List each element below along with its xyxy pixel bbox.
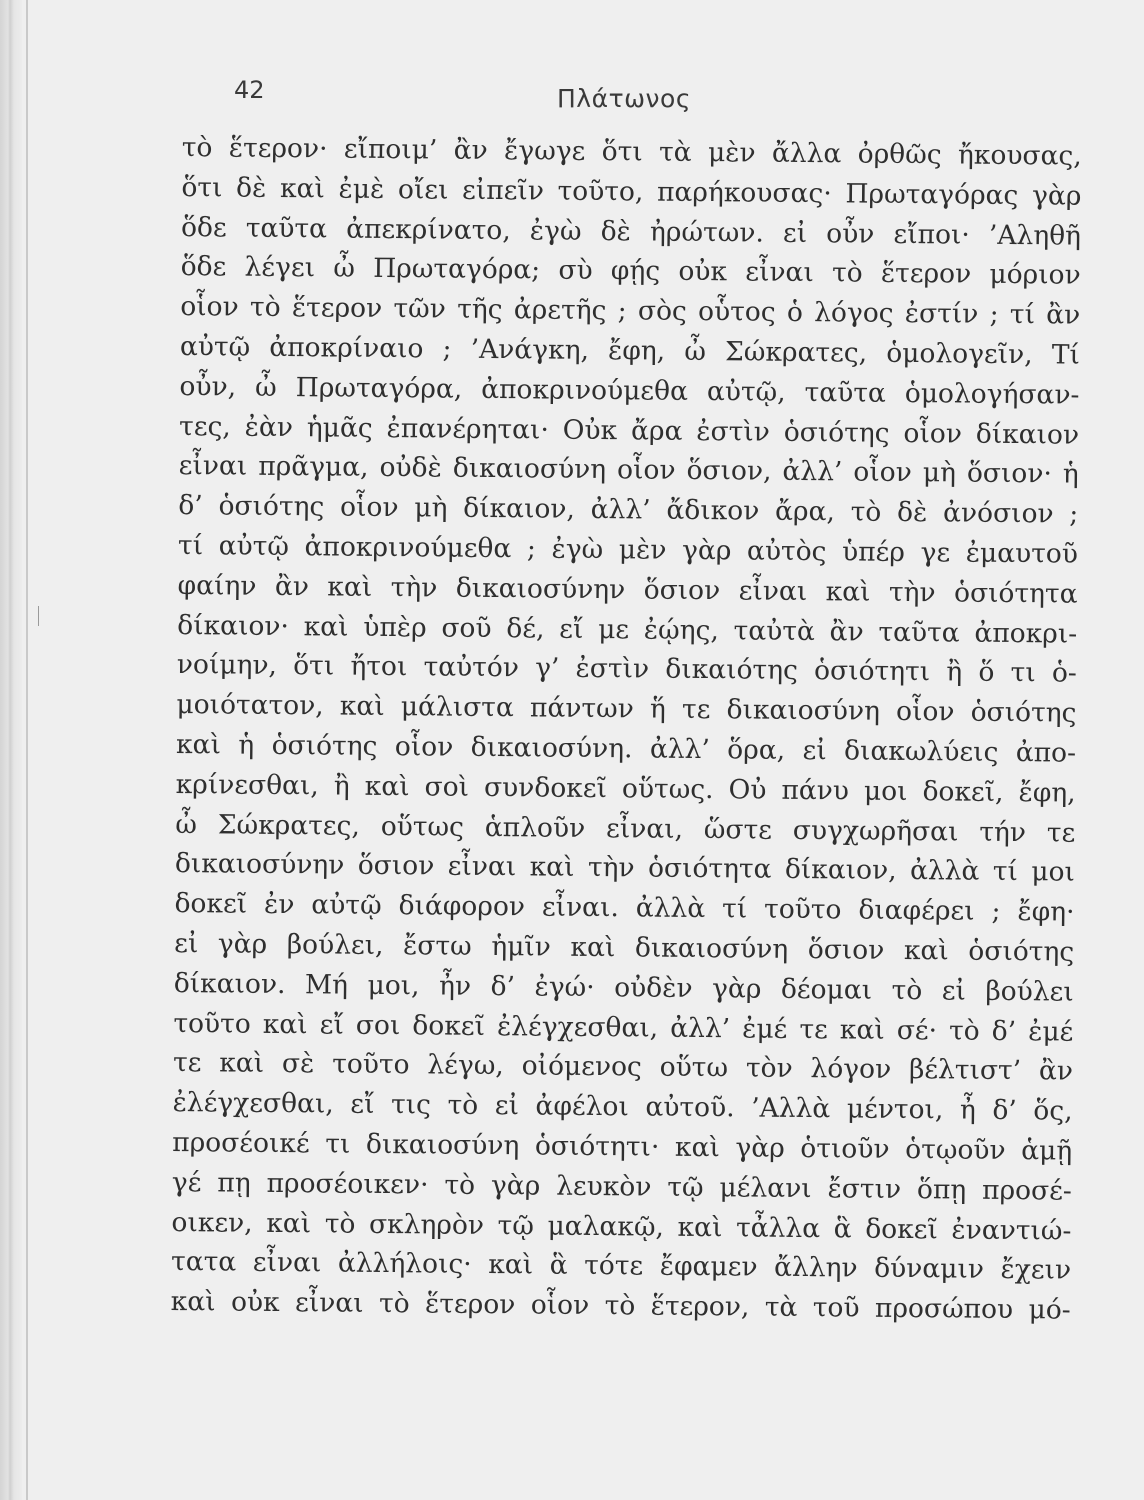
text-line: προσέοικέ τι δικαιοσύνη ὁσιότητι· καὶ γὰρ ὁτιοῦν ὁτῳοῦν ἁμῇ [172,1126,1073,1167]
text-line: τατα εἶναι ἀλλήλοις· καὶ ἃ τότε ἔφαμεν ἄλλην δύναμιν ἔχειν [170,1246,1072,1286]
text-line: τί αὐτῷ ἀποκρινούμεθα ; ἐγὼ μὲν γὰρ αὐτὸς ὑπέρ γε ἐμαυτοῦ [177,529,1079,570]
page-number: 42 [234,76,265,104]
text-line: καὶ οὐκ εἶναι τὸ ἕτερον οἷον τὸ ἕτερον, τὰ τοῦ προσώπου μό- [170,1286,1071,1326]
text-line: τὸ ἕτερον· εἴποιμ’ ἂν ἔγωγε ὅτι τὰ μὲν ἄλλα ὀρθῶς ἤκουσας, [181,131,1082,172]
text-line: τες, ἐὰν ἡμᾶς ἐπανέρηται· Οὐκ ἄρα ἐστὶν ὁσιότης οἷον δίκαιον [178,410,1080,451]
text-line: ἐλέγχεσθαι, εἴ τις τὸ εἰ ἀφέλοι αὐτοῦ. ’Αλλὰ μέντοι, ἦ δ’ ὅς, [172,1087,1073,1127]
text-line: νοίμην, ὅτι ἤτοι ταὐτόν γ’ ἐστὶν δικαιότης ὁσιότητι ἢ ὅ τι ὁ- [176,649,1077,689]
body-text [171,128,1082,1330]
running-title: Πλάτωνος [557,84,691,113]
text-line: δ’ ὁσιότης οἷον μὴ δίκαιον, ἀλλ’ ἄδικον ἄρα, τὸ δὲ ἀνόσιον ; [178,490,1079,530]
text-line: ὅδε ταῦτα ἀπεκρίνατο, ἐγὼ δὲ ἠρώτων. εἰ οὖν εἴποι· ’Αληθῆ [180,211,1082,252]
text-line: γέ πῃ προσέοικεν· τὸ γὰρ λευκὸν τῷ μέλανι ἔστιν ὅπῃ προσέ- [171,1166,1072,1207]
text-line: μοιότατον, καὶ μάλιστα πάντων ἥ τε δικαιοσύνη οἷον ὁσιότης [176,689,1077,729]
text-line: αὐτῷ ἀποκρίναιο ; ’Ανάγκη, ἔφη, ὦ Σώκρατες, ὁμολογεῖν, Τί [179,330,1081,371]
page-header [0,72,1144,122]
text-line: ὅδε λέγει ὦ Πρωταγόρα; σὺ φῄς οὐκ εἶναι τὸ ἕτερον μόριον [180,251,1081,292]
text-line: οικεν, καὶ τὸ σκληρὸν τῷ μαλακῷ, καὶ τἆλλα ἃ δοκεῖ ἐναντιώ- [171,1206,1072,1247]
text-line: οἷον τὸ ἕτερον τῶν τῆς ἀρετῆς ; σὸς οὗτος ὁ λόγος ἐστίν ; τί ἂν [180,291,1081,331]
text-line: δίκαιον. Μή μοι, ἦν δ’ ἐγώ· οὐδὲν γὰρ δέομαι τὸ εἰ βούλει [173,967,1074,1008]
text-line: δικαιοσύνην ὅσιον εἶναι καὶ τὴν ὁσιότητα δίκαιον, ἀλλὰ τί μοι [174,848,1076,888]
text-line: εἰ γὰρ βούλει, ἔστω ἡμῖν καὶ δικαιοσύνη ὅσιον καὶ ὁσιότης [174,927,1075,968]
text-line: τε καὶ σὲ τοῦτο λέγω, οἰόμενος οὕτω τὸν λόγον βέλτιστ’ ἂν [172,1047,1074,1087]
text-line: δοκεῖ ἐν αὐτῷ διάφορον εἶναι. ἀλλὰ τί τοῦτο διαφέρει ; ἔφη· [174,888,1075,928]
binding-edge [0,0,22,1500]
text-line: ὅτι δὲ καὶ ἐμὲ οἴει εἰπεῖν τοῦτο, παρήκουσας· Πρωταγόρας γὰρ [181,171,1082,212]
text-line: ὦ Σώκρατες, οὕτως ἁπλοῦν εἶναι, ὥστε συγχωρῆσαι τήν τε [175,808,1076,849]
margin-mark [38,606,39,626]
text-line: καὶ ἡ ὁσιότης οἷον δικαιοσύνη. ἀλλ’ ὅρα, εἰ διακωλύεις ἀπο- [175,728,1077,769]
text-line: τοῦτο καὶ εἴ σοι δοκεῖ ἐλέγχεσθαι, ἀλλ’ ἐμέ τε καὶ σέ· τὸ δ’ ἐμέ [173,1007,1074,1048]
text-line: φαίην ἂν καὶ τὴν δικαιοσύνην ὅσιον εἶναι καὶ τὴν ὁσιότητα [177,569,1078,610]
text-line: κρίνεσθαι, ἢ καὶ σοὶ συνδοκεῖ οὕτως. Οὐ πάνυ μοι δοκεῖ, ἔφη, [175,768,1076,809]
binding-shadow-line [26,0,28,1500]
text-line: οὖν, ὦ Πρωταγόρα, ἀποκρινούμεθα αὐτῷ, ταῦτα ὁμολογήσαν- [179,370,1080,411]
text-line: δίκαιον· καὶ ὑπὲρ σοῦ δέ, εἴ με ἐῴης, ταὐτὰ ἂν ταῦτα ἀποκρι- [177,609,1078,650]
text-line: εἶναι πρᾶγμα, οὐδὲ δικαιοσύνη οἷον ὅσιον, ἀλλ’ οἷον μὴ ὅσιον· ἡ [178,450,1079,490]
